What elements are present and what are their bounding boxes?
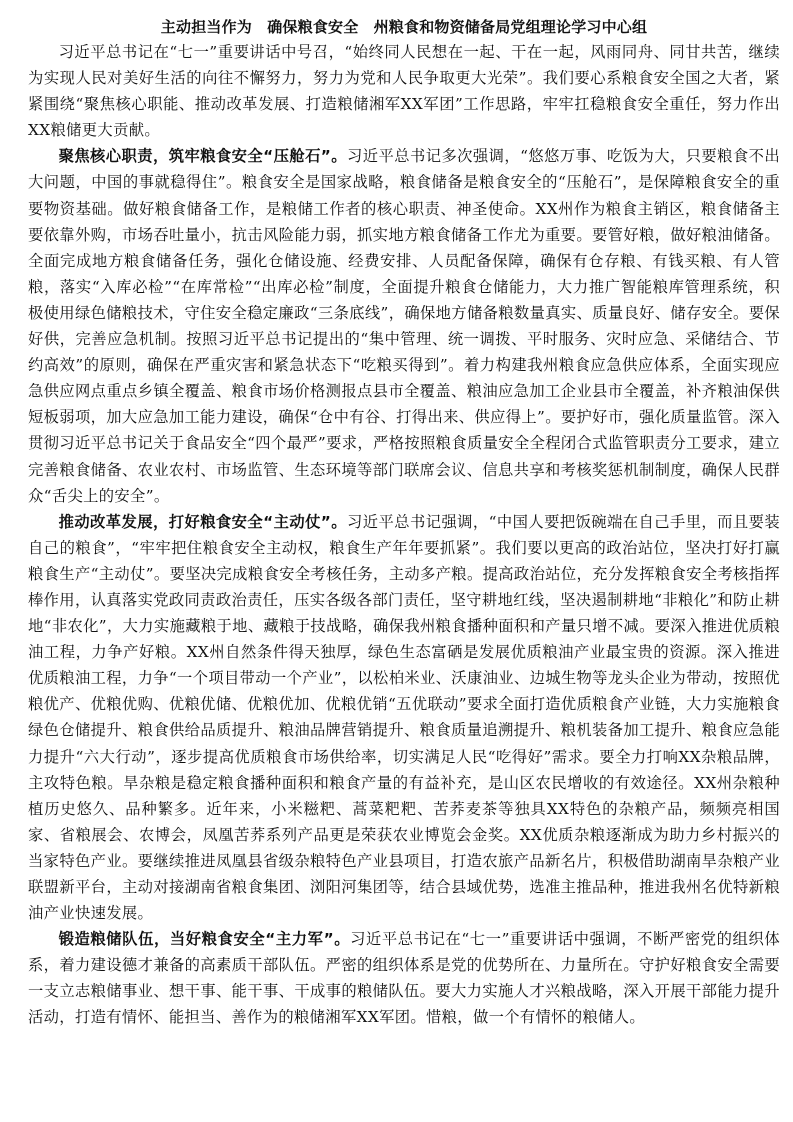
section-reform-body: 习近平总书记强调，“中国人要把饭碗端在自己手里，而且要装自己的粮食”，“牢牢把住粮食安全主动权，粮食生产年年要抓紧”。我们要以更高的政治站位，坚决打好打赢粮食生产“主动仗”。要坚决完成粮食安全考核任务，主动多产粮。提高政治站位，充分发挥粮食安全考核指挥棒作用，认真落实党政同责政治责任，压实各级各部门责任，坚守耕地红线，坚决遏制耕地“非粮化”和防止耕地“非农化”，大力实施藏粮于地、藏粮于技战略，确保我州粮食播种面积和产量只增不减。要深入推进优质粮油工程，力争产好粮。XX州自然条件得天独厚，绿色生态富硒是发展优质粮油产业最宝贵的资源。深入推进优质粮油工程，力争“一个项目带动一个产业”，以松柏米业、沃康油业、边城生物等龙头企业为带动，按照优粮优产、优粮优购、优粮优储、优粮优加、优粮优销“五优联动”要求全面打造优质粮食产业链，大力实施粮食绿色仓储提升、粮食供给品质提升、粮油品牌营销提升、粮食质量追溯提升、粮机装备加工提升、粮食应急能力提升“六大行动”，逐步提高优质粮食市场供给率，切实满足人民“吃得好”需求。要全力打响XX杂粮品牌，主攻特色粮。旱杂粮是稳定粮食播种面积和粮食产量的有益补充，是山区农民增收的有效途径。XX州杂粮种植历史悠久、品种繁多。近年来，小米糍粑、蒿菜粑粑、苦荞麦茶等独具XX特色的杂粮产品，频频亮相国家、省粮展会、农博会，凤凰苦荞系列产品更是荣获农业博览会金奖。XX优质杂粮逐渐成为助力乡村振兴的当家特色产业。要继续推进凤凰县省级杂粮特色产业县项目，打造农旅产品新名片，积极借助湖南旱杂粮产业联盟新平台，主动对接湖南省粮食集团、浏阳河集团等，结合县域优势，选准主推品种，推进我州名优特新粮油产业快速发展。 <box>28 512 781 923</box>
section-core-duty <box>28 143 780 508</box>
intro-paragraph: 习近平总书记在“七一”重要讲话中号召，“始终同人民想在一起、干在一起，风雨同舟、同甘共苦，继续为实现人民对美好生活的向往不懈努力，努力为党和人民争取更大光荣”。我们要心系粮食安全国之大者，紧紧围绕“聚焦核心职能、推动改革发展、打造粮储湘军XX军团”工作思路，牢牢扛稳粮食安全重任，努力作出XX粮储更大贡献。 <box>28 43 780 140</box>
section-team-heading: 锻造粮储队伍，当好粮食安全“主力军”。 <box>58 930 351 949</box>
section-core-duty-body: 习近平总书记多次强调，“悠悠万事、吃饭为大，只要粮食不出大问题，中国的事就稳得住”。粮食安全是国家战略，粮食储备是粮食安全的“压舱石”，是保障粮食安全的重要物资基础。做好粮食储备工作，是粮储工作者的核心职责、神圣使命。XX州作为粮食主销区，粮食储备主要依靠外购，市场吞吐量小，抗击风险能力弱，抓实地方粮食储备工作尤为重要。要管好粮，做好粮油储备。全面完成地方粮食储备任务，强化仓储设施、经费安排、人员配备保障，确保有仓存粮、有钱买粮、有人管粮，落实“入库必检”“在库常检”“出库必检”制度，全面提升粮食仓储能力，大力推广智能粮库管理系统，积极使用绿色储粮技术，守住安全稳定廉政“三条底线”，确保地方储备粮数量真实、质量良好、储存安全。要保好供，完善应急机制。按照习近平总书记提出的“集中管理、统一调拨、平时服务、灾时应急、采储结合、节约高效”的原则，确保在严重灾害和紧急状态下“吃粮买得到”。着力构建我州粮食应急供应体系，全面实现应急供应网点重点乡镇全覆盖、粮食市场价格测报点县市全覆盖、粮油应急加工企业县市全覆盖，补齐粮油保供短板弱项，加大应急加工能力建设，确保“仓中有谷、打得出来、供应得上”。要护好市，强化质量监管。深入贯彻习近平总书记关于食品安全“四个最严”要求，严格按照粮食质量安全全程闭合式监管职责分工要求，建立完善粮食储备、农业农村、市场监管、生态环境等部门联席会议、信息共享和考核奖惩机制制度，确保人民群众“舌尖上的安全”。 <box>28 147 781 505</box>
section-reform-heading: 推动改革发展，打好粮食安全“主动仗”。 <box>58 512 348 531</box>
section-core-duty-heading: 聚焦核心职责，筑牢粮食安全“压舱石”。 <box>58 147 348 166</box>
section-team <box>28 926 780 1030</box>
section-reform <box>28 509 780 927</box>
section-team-body: 习近平总书记在“七一”重要讲话中强调，不断严密党的组织体系，着力建设德才兼备的高素质干部队伍。严密的组织体系是党的优势所在、力量所在。守护好粮食安全需要一支立志粮储事业、想干事、能干事、干成事的粮储队伍。要大力实施人才兴粮战略，深入开展干部能力提升活动，打造有情怀、能担当、善作为的粮储湘军XX军团。惜粮，做一个有情怀的粮储人。 <box>28 930 780 1027</box>
document-title: 主动担当作为 确保粮食安全 州粮食和物资储备局党组理论学习中心组 <box>160 18 648 36</box>
